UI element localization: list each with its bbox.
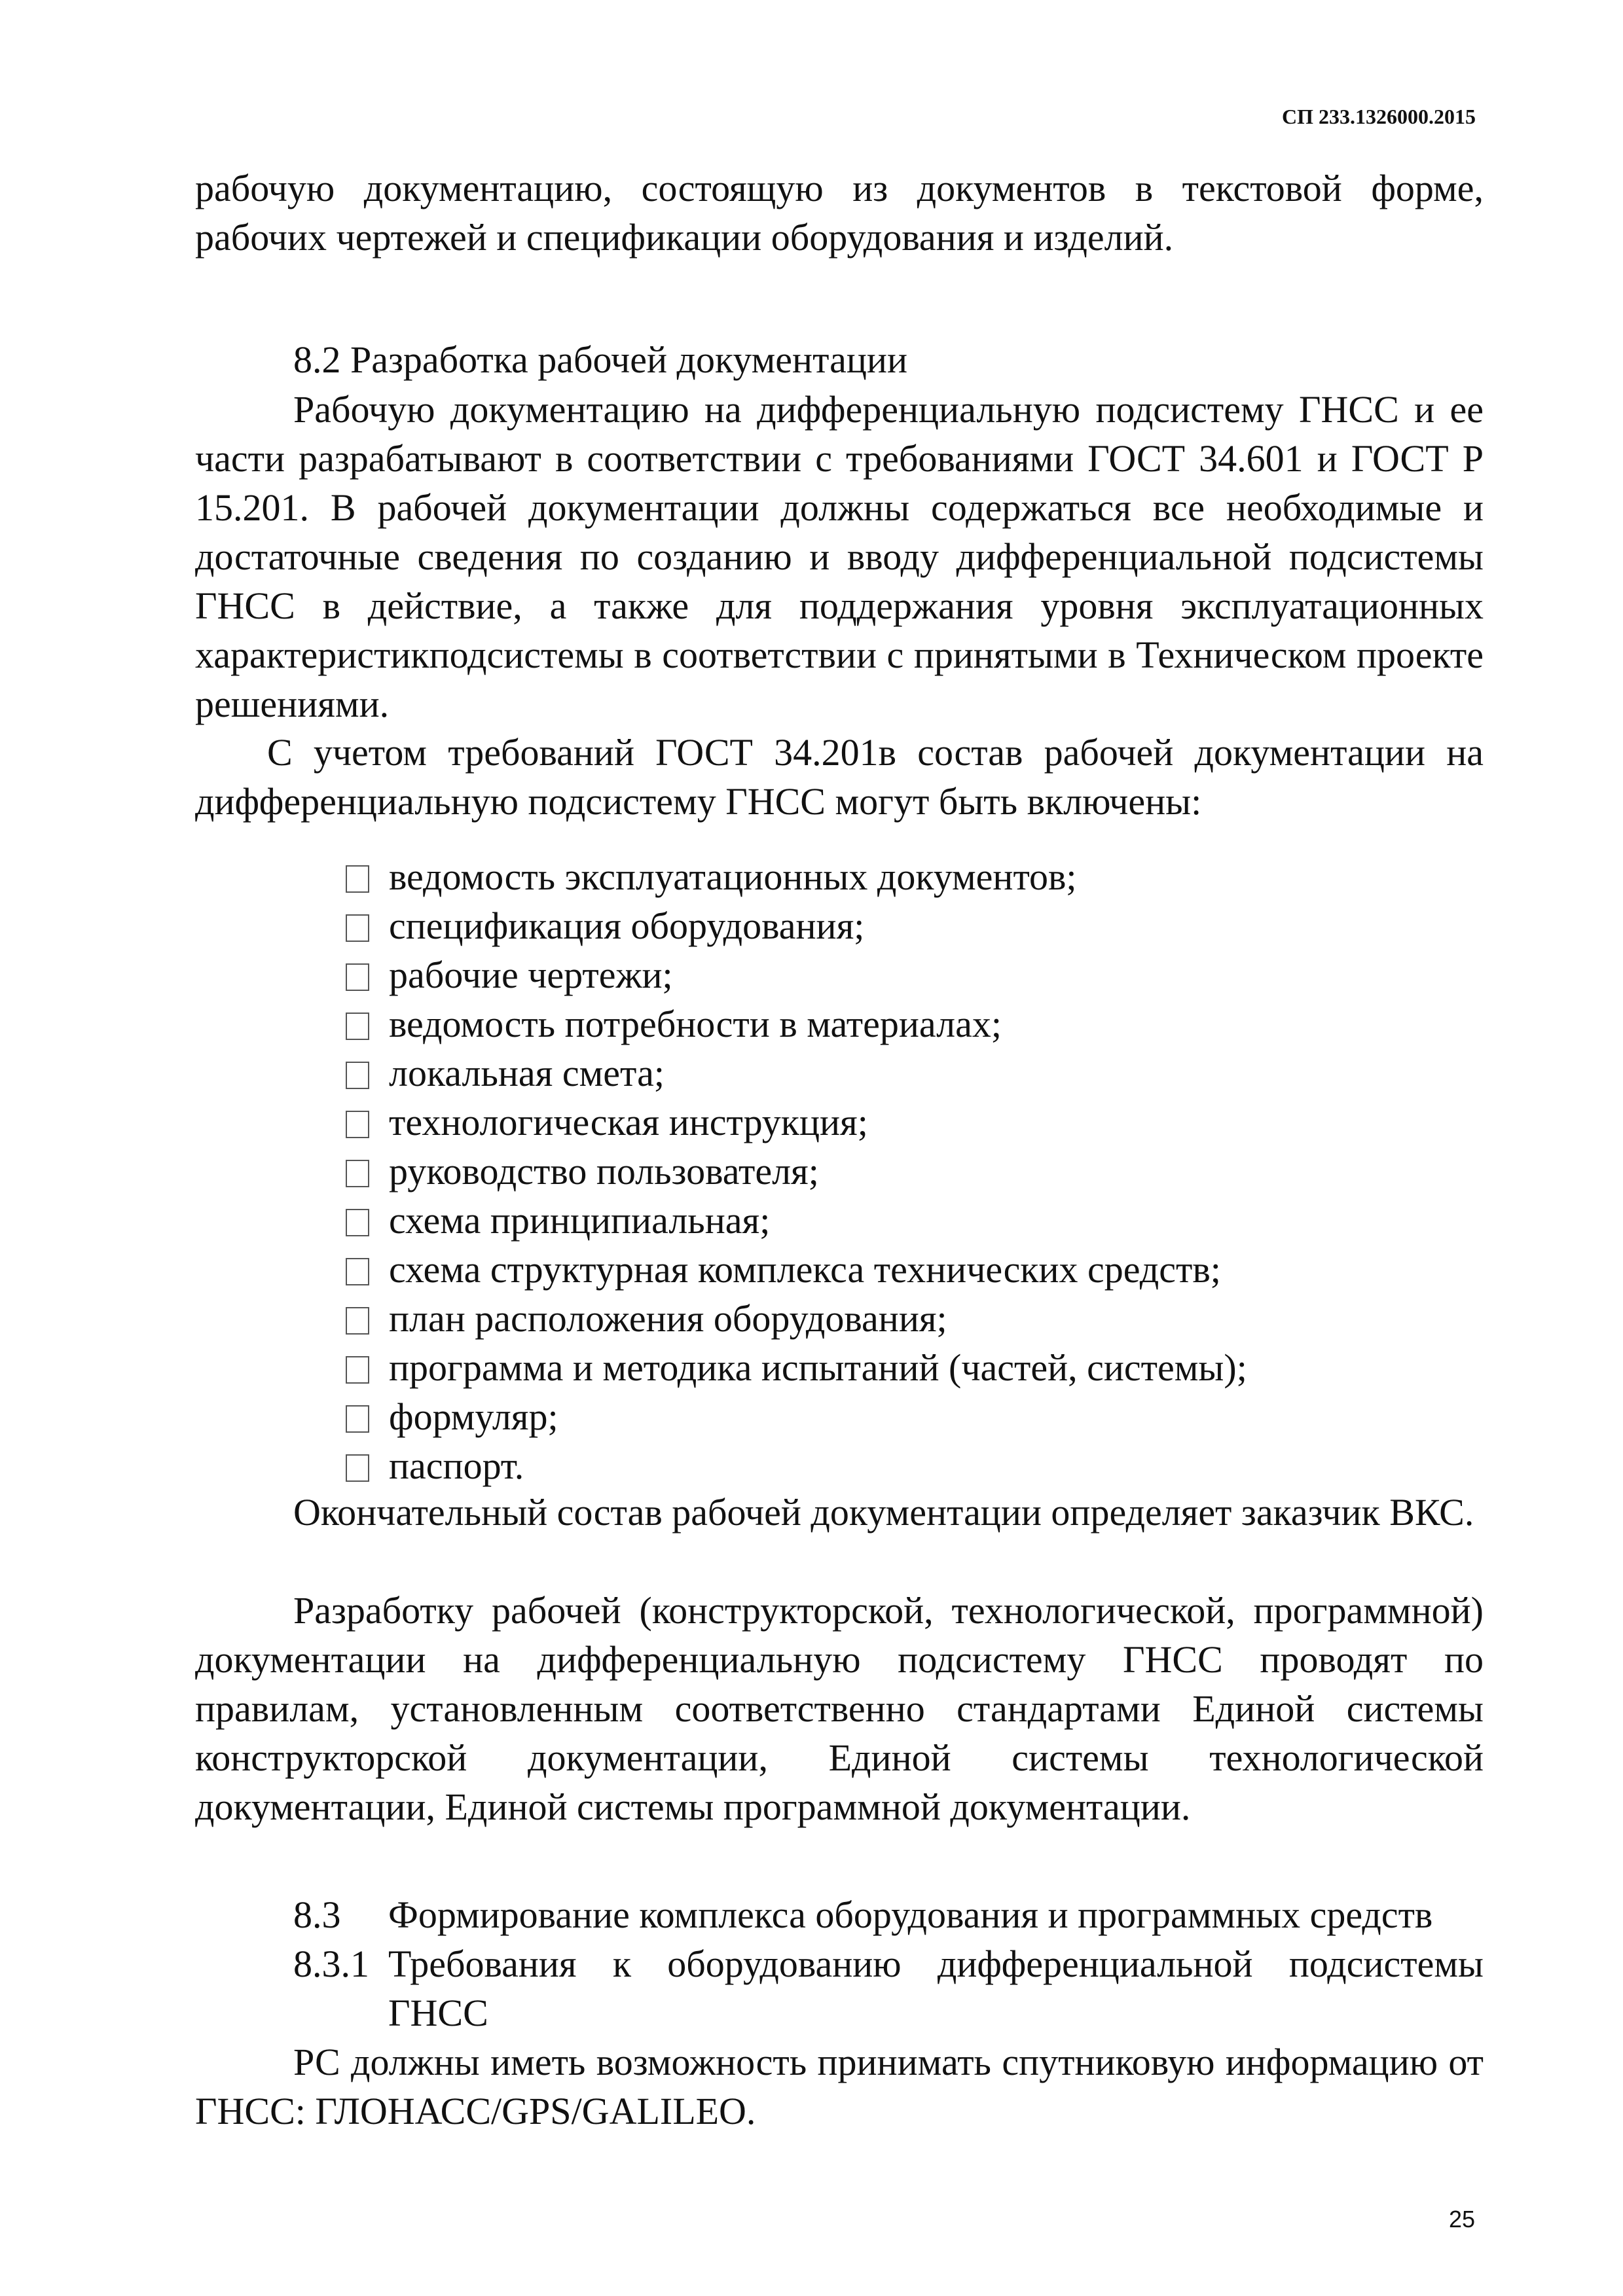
list-item: план расположения оборудования; bbox=[346, 1294, 1247, 1343]
section-8-2-paragraph-2: С учетом требований ГОСТ 34.201в состав рабочей документации на дифференциальную подсистему ГНСС могут быть включены: bbox=[195, 731, 1484, 823]
list-item: формуляр; bbox=[346, 1392, 1247, 1441]
list-item: локальная смета; bbox=[346, 1049, 1247, 1098]
section-8-3-1-number: 8.3.1 bbox=[293, 1943, 369, 1985]
checkbox-bullet-icon bbox=[346, 1013, 369, 1040]
document-list bbox=[346, 852, 1247, 1490]
checkbox-bullet-icon bbox=[346, 963, 369, 991]
list-item: спецификация оборудования; bbox=[346, 901, 1247, 950]
list-item: схема принципиальная; bbox=[346, 1196, 1247, 1245]
section-8-3-1-title: Требования к оборудованию дифференциальной подсистемы ГНСС bbox=[388, 1943, 1484, 2034]
checkbox-bullet-icon bbox=[346, 1356, 369, 1384]
list-item: схема структурная комплекса технических средств; bbox=[346, 1245, 1247, 1294]
checkbox-bullet-icon bbox=[346, 1209, 369, 1236]
list-item: руководство пользователя; bbox=[346, 1147, 1247, 1196]
section-8-3-number: 8.3 bbox=[293, 1893, 341, 1936]
list-item: ведомость потребности в материалах; bbox=[346, 999, 1247, 1049]
checkbox-bullet-icon bbox=[346, 914, 369, 942]
checkbox-bullet-icon bbox=[346, 1405, 369, 1433]
intro-paragraph: рабочую документацию, состоящую из документов в текстовой форме, рабочих чертежей и спецификации оборудования и изделий. bbox=[195, 167, 1484, 259]
checkbox-bullet-icon bbox=[346, 865, 369, 893]
list-item: технологическая инструкция; bbox=[346, 1098, 1247, 1147]
page-number: 25 bbox=[1448, 2206, 1475, 2233]
section-8-2-paragraph-3: Окончательный состав рабочей документации определяет заказчик ВКС. bbox=[293, 1491, 1474, 1534]
list-item: паспорт. bbox=[346, 1441, 1247, 1490]
checkbox-bullet-icon bbox=[346, 1258, 369, 1285]
checkbox-bullet-icon bbox=[346, 1307, 369, 1335]
checkbox-bullet-icon bbox=[346, 1111, 369, 1138]
section-8-3-paragraph: РС должны иметь возможность принимать спутниковую информацию от ГНСС: ГЛОНАСС/GPS/GALILEO. bbox=[195, 2041, 1484, 2132]
checkbox-bullet-icon bbox=[346, 1160, 369, 1187]
document-code-header: СП 233.1326000.2015 bbox=[1282, 105, 1476, 128]
checkbox-bullet-icon bbox=[346, 1062, 369, 1089]
list-item: программа и методика испытаний (частей, системы); bbox=[346, 1343, 1247, 1392]
list-item: рабочие чертежи; bbox=[346, 950, 1247, 999]
section-8-2-heading: 8.2 Разработка рабочей документации bbox=[293, 338, 907, 381]
list-item: ведомость эксплуатационных документов; bbox=[346, 852, 1247, 901]
section-8-2-paragraph-4: Разработку рабочей (конструкторской, технологической, программной) документации на дифференциальную подсистему ГНСС проводят по правилам, установленным соответственно стандартами Единой системы конструкторской документации, Единой системы технологической документации, Единой системы программной документации. bbox=[195, 1589, 1484, 1828]
section-8-2-paragraph-1: Рабочую документацию на дифференциальную подсистему ГНСС и ее части разрабатывают в соответствии с требованиями ГОСТ 34.601 и ГОСТ Р 15.201. В рабочей документации должны содержаться все необходимые и достаточные сведения по созданию и вводу дифференциальной подсистемы ГНСС в действие, а также для поддержания уровня эксплуатационных характеристикподсистемы в соответствии с принятыми в Техническом проекте решениями. bbox=[195, 388, 1484, 725]
section-8-3-heading bbox=[293, 1890, 1432, 1939]
section-8-3-title: Формирование комплекса оборудования и программных средств bbox=[388, 1893, 1433, 1936]
checkbox-bullet-icon bbox=[346, 1454, 369, 1482]
section-8-3-1-heading bbox=[293, 1939, 1484, 2037]
